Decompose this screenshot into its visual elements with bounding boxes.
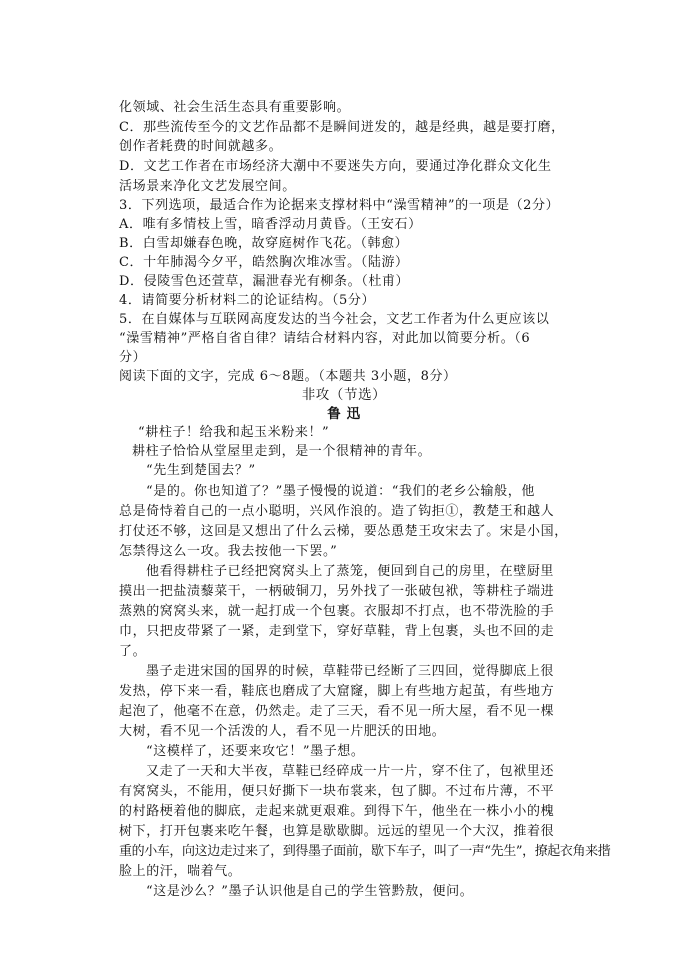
text-line: 耕柱子恰恰从堂屋里走到，是一个很精神的青年。 xyxy=(132,444,432,459)
q3-option-c: C．十年肺渴今夕平，皓然胸次堆冰雪。（陆游） xyxy=(119,255,409,270)
text-line: “这模样了，还要来攻它！”墨子想。 xyxy=(146,744,365,759)
text-line: 树下，打开包裹来吃午餐，也算是歇歇脚。远远的望见一个大汉，推着很 xyxy=(119,824,555,839)
text-line: 脸上的汗，喘着气。 xyxy=(119,864,242,879)
q3-option-a: A．唯有多情枝上雪，暗香浮动月黄昏。（王安石） xyxy=(119,217,422,232)
text-line: 重的小车，向这边走过来了，到得墨子面前，歇下车子，叫了一声“先生”，撩起衣角来揩 xyxy=(119,844,611,859)
text-line: “这是沙么？”墨子认识他是自己的学生管黔敖，便问。 xyxy=(146,884,474,899)
text-line: 活场景来净化文艺发展空间。 xyxy=(119,179,296,194)
text-line: 大树，看不见一个活泼的人，看不见一片肥沃的田地。 xyxy=(119,724,446,739)
text-line: 分） xyxy=(119,350,147,365)
text-line: 的村路梗着他的脚底，走起来就更艰难。到得下午，他坐在一株小小的槐 xyxy=(119,804,555,819)
text-line: 怎禁得这么一攻。我去按他一下罢。” xyxy=(119,544,338,559)
q3-option-d: D．侵陵雪色还萱草，漏泄春光有柳条。（杜甫） xyxy=(119,274,410,289)
text-line: 他看得耕柱子已经把窝窝头上了蒸笼，便回到自己的房里，在壁厨里 xyxy=(146,564,555,579)
reading-instruction: 阅读下面的文字，完成 6～8题。（本题共 3小题，8分） xyxy=(119,369,457,384)
text-line: 有窝窝头，不能用，便只好撕下一块布裳来，包了脚。不过布片薄，不平 xyxy=(119,784,555,799)
text-line: “是的。你也知道了？”墨子慢慢的说道：“我们的老乡公输般，他 xyxy=(146,484,535,499)
text-line: 又走了一天和大半夜，草鞋已经碎成一片一片，穿不住了，包袱里还 xyxy=(146,764,555,779)
text-line: 摸出一把盐渍藜菜干，一柄破铜刀，另外找了一张破包袱，等耕柱子端进 xyxy=(119,584,555,599)
text-line: 创作者耗费的时间就越多。 xyxy=(119,139,283,154)
text-line: 墨子走进宋国的国界的时候，草鞋带已经断了三四回，觉得脚底上很 xyxy=(146,664,555,679)
question-4: 4．请简要分析材料二的论证结构。（5分） xyxy=(119,293,376,308)
option-d-line: D．文艺工作者在市场经济大潮中不要迷失方向，要通过净化群众文化生 xyxy=(119,159,552,174)
question-3: 3．下列选项，最适合作为论据来支撑材料中“澡雪精神”的一项是（2分） xyxy=(119,198,560,213)
text-line: 蒸熟的窝窝头来，就一起打成一个包裹。衣服却不打点，也不带洗脸的手 xyxy=(119,604,555,619)
text-line: 发热，停下来一看，鞋底也磨成了大窟窿，脚上有些地方起茧，有些地方 xyxy=(119,684,555,699)
text-line: 了。 xyxy=(119,644,147,659)
text-line: “耕柱子！给我和起玉米粉来！” xyxy=(138,425,330,440)
text-line: 巾，只把皮带紧了一紧，走到堂下，穿好草鞋，背上包裹，头也不回的走 xyxy=(119,624,555,639)
text-line: 起泡了，他毫不在意，仍然走。走了三天，看不见一所大屋，看不见一棵 xyxy=(119,704,555,719)
text-line: 化领域、社会生活生态具有重要影响。 xyxy=(119,100,351,115)
text-line: “先生到楚国去？” xyxy=(146,463,256,478)
q3-option-b: B．白雪却嫌春色晚，故穿庭树作飞花。（韩愈） xyxy=(119,236,409,251)
passage-title: 非攻（节选） xyxy=(301,387,387,403)
text-line: 打仗还不够，这回是又想出了什么云梯，要怂恿楚王攻宋去了。宋是小国， xyxy=(119,524,568,539)
passage-author: 鲁 迅 xyxy=(327,406,361,422)
text-line: “澡雪精神”严格自省自律？请结合材料内容，对此加以简要分析。（6 xyxy=(119,331,531,346)
text-line: 总是倚恃着自己的一点小聪明，兴风作浪的。造了钩拒①，教楚王和越人 xyxy=(119,504,555,519)
option-c-line: C．那些流传至今的文艺作品都不是瞬间迸发的，越是经典，越是要打磨， xyxy=(119,120,565,135)
question-5: 5．在自媒体与互联网高度发达的当今社会，文艺工作者为什么更应该以 xyxy=(119,312,550,327)
